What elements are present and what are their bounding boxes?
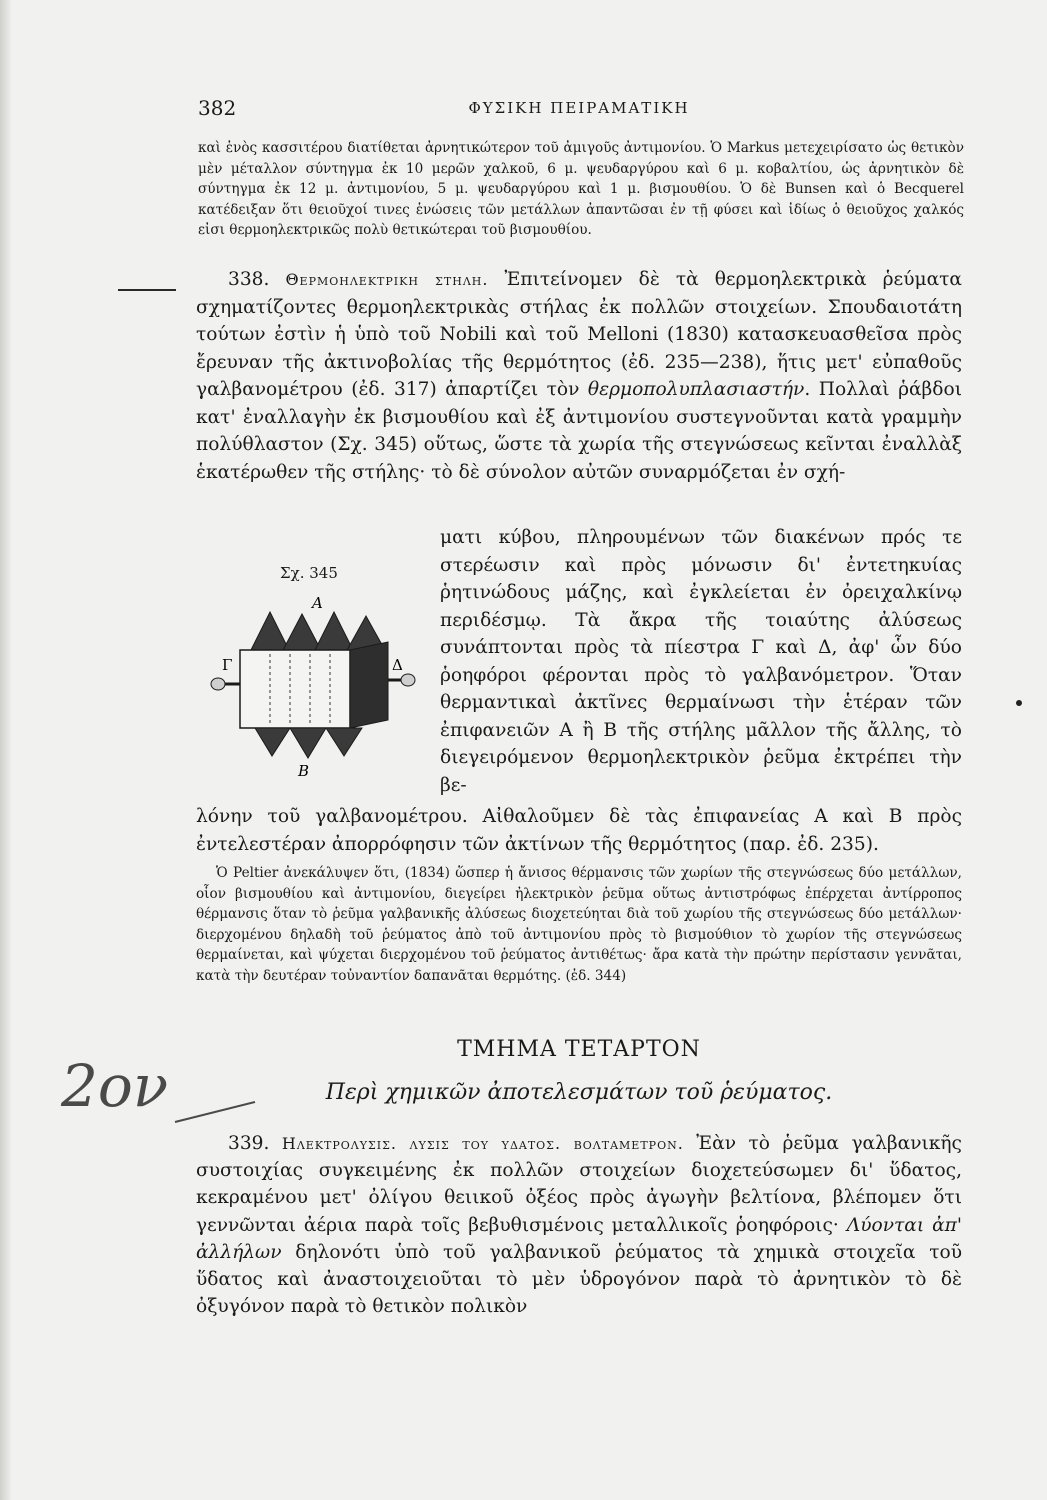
front-face <box>240 650 350 728</box>
side-face <box>350 642 388 728</box>
bar-zigzag-top <box>250 612 386 652</box>
section-338-intro <box>196 266 962 486</box>
section-number: 339. <box>228 1133 270 1154</box>
paragraph-text: Ἐὰν τὸ ῥεῦμα γαλβανικῆς συστοιχίας συγκειμένης ἐκ πολλῶν στοιχείων διοχετεύσωμεν δι' ὕδατος, κεκραμένου μετ' ὀλίγου θειικοῦ ὀξέος πρὸς ἀγωγὴν βελτίονα, βλέπομεν ὅτι γεννῶνται ἀέρια παρὰ τοῖς βεβυθισμένοις μεταλλικοῖς ῥοηφόροις· <box>196 1133 962 1236</box>
paragraph-339 <box>196 1130 962 1320</box>
section-heading: Ηλεκτρολυσις. λυσις του υδατος. βολταμετρον. <box>281 1134 684 1153</box>
figure-345 <box>200 562 430 782</box>
section-338-after-figure <box>196 803 962 858</box>
section-subtitle: Περὶ χημικῶν ἀποτελεσμάτων τοῦ ῥεύματος. <box>325 1080 833 1105</box>
margin-dot <box>1016 700 1022 706</box>
margin-mark <box>118 289 176 291</box>
bottom-footnote <box>196 863 962 987</box>
label-b: Β <box>298 762 310 780</box>
label-gamma: Γ <box>222 656 233 674</box>
italic-phrase: Λύονται ἀπ' ἀλλήλων <box>196 1214 962 1263</box>
running-title: ΦΥΣΙΚΗ ΠΕΙΡΑΜΑΤΙΚΗ <box>468 99 690 117</box>
italic-term: θερμοπολυπλασιαστήν <box>587 379 805 400</box>
top-footnote-text: καὶ ἑνὸς κασσιτέρου διατίθεται ἀρνητικώτερον τοῦ ἀμιγοῦς ἀντιμονίου. Ὁ Markus μετεχειρίσατο ὡς θετικὸν μὲν μέταλλον σύντηγμα ἐκ 10 μερῶν χαλκοῦ, 6 μ. ψευδαργύρου καὶ 6 μ. κοβαλτίου, ὡς ἀρνητικὸν δὲ σύντηγμα ἐκ 12 μ. ἀντιμονίου, 5 μ. ψευδαργύρου καὶ 1 μ. βισμουθίου. Ὁ δὲ Bunsen καὶ ὁ Becquerel κατέδειξαν ὅτι θειοῦχοί τινες ἑνώσεις τῶν μετάλλων ἀπαντῶσαι ἐν τῇ φύσει καὶ ἰδίως ὁ θειοῦχος χαλκός εἰσι θερμοηλεκτρικῶς πολὺ θετικώτεραι τοῦ βισμουθίου. <box>198 140 964 239</box>
paragraph-338 <box>196 266 962 486</box>
terminal-right <box>401 674 415 686</box>
top-footnote <box>198 138 964 241</box>
handwritten-stroke <box>175 1102 255 1122</box>
section-339 <box>196 1130 962 1320</box>
section-338-wrapped <box>440 524 962 799</box>
section-number: 338. <box>228 269 270 290</box>
label-a: Α <box>312 594 323 612</box>
terminal-left <box>211 678 225 690</box>
wrapped-text: ματι κύβου, πληρουμένων τῶν διακένων πρός τε στερέωσιν καὶ πρὸς μόνωσιν δι' ἐντετηκυίας ῥητινώδους μάζης, καὶ ἐγκλείεται ἐν ὀρειχαλκίνῳ περιδέσμῳ. Τὰ ἄκρα τῆς τοιαύτης ἀλύσεως συνάπτονται πρὸς τὰ πίεστρα Γ καὶ Δ, ἀφ' ὧν δύο ῥοηφόροι φέρονται πρὸς τὸ γαλβανόμετρον. Ὅταν θερμαντικαὶ ἀκτῖνες θερμαίνωσι τὴν ἑτέραν τῶν ἐπιφανειῶν Α ἢ Β τῆς στήλης μᾶλλον τῆς ἄλλης, τὸ διεγειρόμενον θερμοηλεκτρικὸν ῥεῦμα ἐκτρέπει τὴν βε- <box>440 527 962 796</box>
page-number: 382 <box>198 96 237 120</box>
bottom-footnote-text: Ὁ Peltier ἀνεκάλυψεν ὅτι, (1834) ὥσπερ ἡ ἄνισος θέρμανσις τῶν χωρίων τῆς στεγνώσεως δύο μετάλλων, οἷον βισμουθίου καὶ ἀντιμονίου, διεγείρει ἠλεκτρικὸν ῥεῦμα οὕτως ἀντιστρόφως ἐπέρχεται ἀντίρροπος θέρμανσις ὅταν τὸ ῥεῦμα γαλβανικῆς ἀλύσεως διοχετεύηται διὰ τοῦ χωρίου τῆς στεγνώσεως δύο μετάλλων· διερχομένου δηλαδὴ τοῦ ῥεύματος ἀπὸ τοῦ ἀντιμονίου πρὸς τὸ βισμούθιον τὸ χωρίον τῆς στεγνώσεως θερμαίνεται, καὶ ψύχεται διερχομένου τοῦ ῥεύματος ἀντιθέτως· ἄρα κατὰ τὴν πρώτην περίστασιν γεννᾶται, κατὰ τὴν δευτέραν τοὐναντίον δαπανᾶται θερμότης. (ἐδ. 344) <box>196 865 962 984</box>
page-header <box>196 96 962 120</box>
page-edge-shadow <box>0 0 12 1500</box>
figure-caption: Σχ. 345 <box>280 564 338 582</box>
paragraph-text-cont: δηλονότι ὑπὸ τοῦ γαλβανικοῦ ῥεύματος τὰ χημικὰ στοιχεῖα τοῦ ὕδατος καὶ ἀναστοιχειοῦται τὸ μὲν ὑδρογόνον παρὰ τὸ ἀρνητικὸν τὸ δὲ ὀξυγόνον παρὰ τὸ θετικὸν πολικὸν <box>196 1241 963 1318</box>
paragraph-text-cont: . Πολλαὶ ῥάβδοι κατ' ἐναλλαγὴν ἐκ βισμουθίου καὶ ἐξ ἀντιμονίου συστεγνοῦνται κατὰ γραμμὴν πολύθλαστον (Σχ. 345) οὕτως, ὥστε τὰ χωρία τῆς στεγνώσεως κεῖνται ἐναλλὰξ ἑκατέρωθεν τῆς στήλης· τὸ δὲ σύνολον αὐτῶν συναρμόζεται ἐν σχή- <box>196 379 962 483</box>
bar-zigzag-bottom <box>255 728 362 758</box>
paragraph-text: Ἐπιτείνομεν δὲ τὰ θερμοηλεκτρικὰ ῥεύματα σχηματίζοντες θερμοηλεκτρικὰς στήλας ἐκ πολλῶν στοιχείων. Σπουδαιοτάτη τούτων ἐστὶν ἡ ὑπὸ τοῦ Nobili καὶ τοῦ Melloni (1830) κατασκευασθεῖσα πρὸς ἔρευναν τῆς ἀκτινοβολίας τῆς θερμότητος (ἐδ. 235—238), ἥτις μετ' εὐπαθοῦς γαλβανομέτρου (ἐδ. 317) ἀπαρτίζει τὸν <box>196 269 962 400</box>
section-title: ΤΜΗΜΑ ΤΕΤΑΡΤΟΝ <box>457 1037 701 1062</box>
thermopile-illustration <box>200 562 430 782</box>
handwritten-note-text: 2ον <box>61 1052 169 1120</box>
after-figure-text: λόνην τοῦ γαλβανομέτρου. Αἰθαλοῦμεν δὲ τὰς ἐπιφανείας Α καὶ Β πρὸς ἐντελεστέραν ἀπορρόφησιν τῶν ἀκτίνων τῆς θερμότητος (παρ. ἐδ. 235). <box>196 806 962 855</box>
label-delta: Δ <box>392 656 403 674</box>
section-heading: Θερμοηλεκτρικη στηλη. <box>285 270 489 289</box>
